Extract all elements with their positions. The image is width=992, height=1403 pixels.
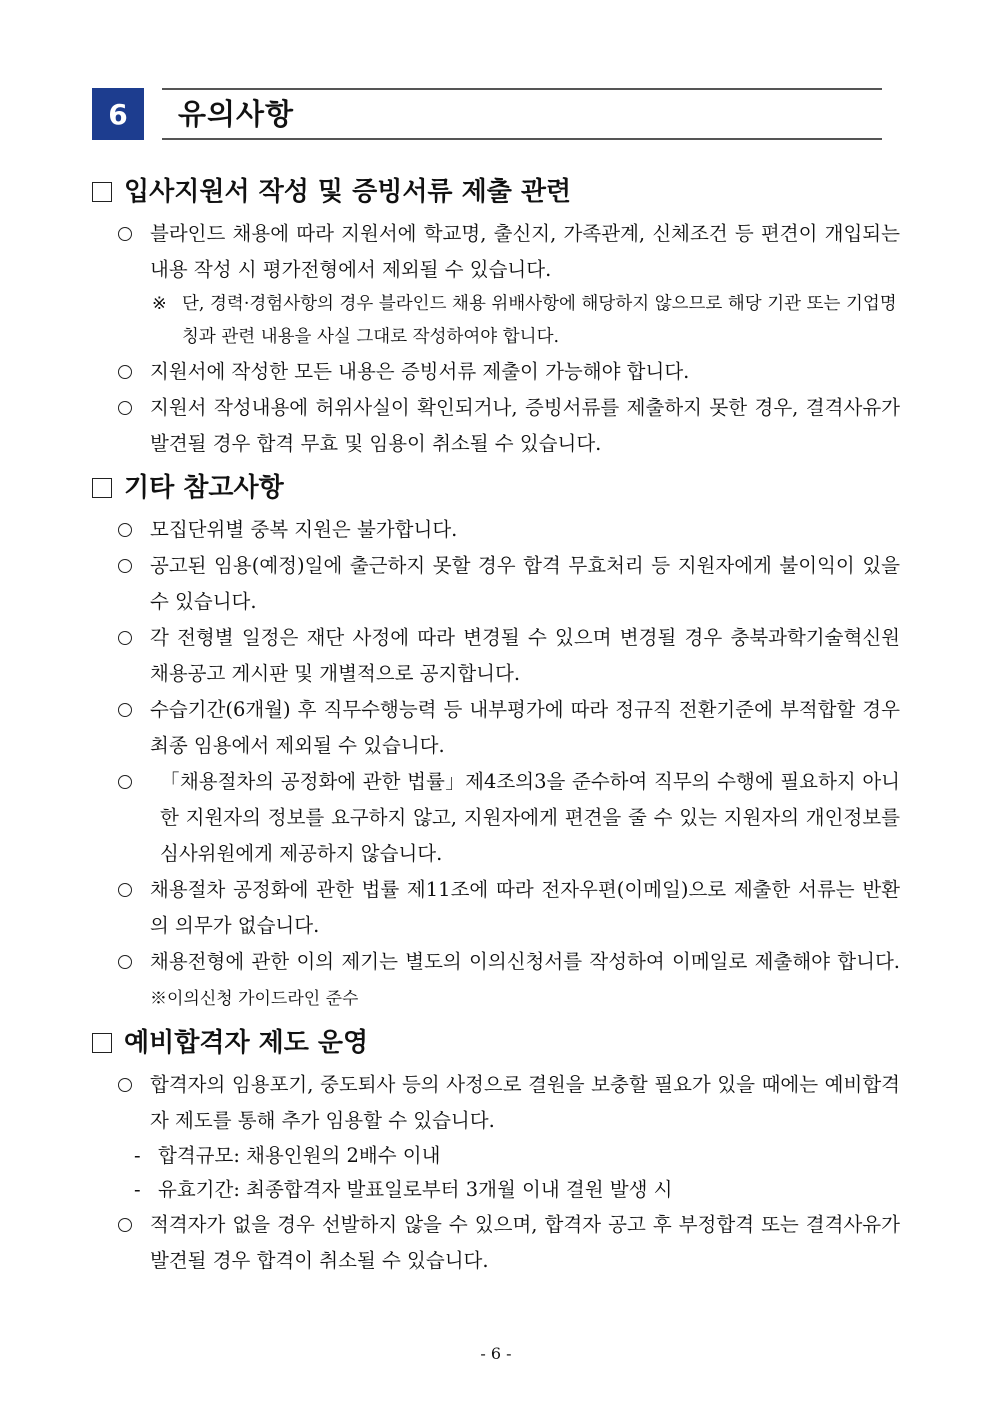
section-reserve-candidates <box>92 1023 900 1279</box>
sub-item-text: 유효기간: 최종합격자 발표일로부터 3개월 이내 결원 발생 시 <box>158 1178 673 1201</box>
section-header <box>92 88 882 140</box>
circle-bullet-icon <box>118 365 132 379</box>
list-item <box>92 620 900 692</box>
circle-bullet-icon <box>118 1078 132 1092</box>
circle-bullet-icon <box>118 775 132 789</box>
section-application-documents <box>92 172 900 462</box>
sub-item <box>92 1139 900 1173</box>
page-title: 유의사항 <box>178 97 295 131</box>
section-heading-text: 예비합격자 제도 운영 <box>124 1028 369 1058</box>
square-bullet-icon <box>92 182 112 202</box>
section-other-notes <box>92 468 900 1017</box>
header-rule-top <box>162 88 882 90</box>
list-item <box>92 548 900 620</box>
circle-bullet-icon <box>118 883 132 897</box>
circle-bullet-icon <box>118 227 132 241</box>
list-item <box>92 354 900 390</box>
section-heading-text: 기타 참고사항 <box>124 473 284 503</box>
note-text: 단, 경력·경험사항의 경우 블라인드 채용 위배사항에 해당하지 않으므로 해당 기관 또는 기업명칭과 관련 내용을 사실 그대로 작성하여야 합니다. <box>182 294 897 347</box>
page-number: - 6 - <box>480 1344 512 1363</box>
circle-bullet-icon <box>118 559 132 573</box>
sub-item-text: 합격규모: 채용인원의 2배수 이내 <box>158 1144 441 1167</box>
section-heading <box>92 468 900 508</box>
square-bullet-icon <box>92 478 112 498</box>
dash-bullet: - <box>134 1178 141 1201</box>
list-item <box>92 390 900 462</box>
circle-bullet-icon <box>118 401 132 415</box>
list-item-text: 각 전형별 일정은 재단 사정에 따라 변경될 수 있으며 변경될 경우 충북과학기술혁신원 채용공고 게시판 및 개별적으로 공지합니다. <box>150 626 900 685</box>
section-heading <box>92 172 900 212</box>
sub-item <box>92 1173 900 1207</box>
list-item <box>92 1207 900 1279</box>
section-number-badge: 6 <box>92 88 144 140</box>
list-item-text: 합격자의 임용포기, 중도퇴사 등의 사정으로 결원을 보충할 필요가 있을 때에는 예비합격자 제도를 통해 추가 임용할 수 있습니다. <box>150 1073 900 1132</box>
list-item <box>92 764 900 872</box>
list-item <box>92 692 900 764</box>
section-heading <box>92 1023 900 1063</box>
list-item <box>92 216 900 288</box>
list-item-text: 「채용절차의 공정화에 관한 법률」제4조의3을 준수하여 직무의 수행에 필요하지 아니한 지원자의 정보를 요구하지 않고, 지원자에게 편견을 줄 수 있는 지원자의 개인정보를 심사위원에게 제공하지 않습니다. <box>160 770 900 865</box>
circle-bullet-icon <box>118 523 132 537</box>
list-item <box>92 512 900 548</box>
document-body <box>92 172 900 1285</box>
circle-bullet-icon <box>118 955 132 969</box>
circle-bullet-icon <box>118 631 132 645</box>
list-item-text: 적격자가 없을 경우 선발하지 않을 수 있으며, 합격자 공고 후 부정합격 또는 결격사유가 발견될 경우 합격이 취소될 수 있습니다. <box>150 1213 900 1272</box>
list-item-text: 지원서 작성내용에 허위사실이 확인되거나, 증빙서류를 제출하지 못한 경우, 결격사유가 발견될 경우 합격 무효 및 임용이 취소될 수 있습니다. <box>150 396 900 455</box>
list-item-text: 모집단위별 중복 지원은 불가합니다. <box>150 518 458 541</box>
circle-bullet-icon <box>118 703 132 717</box>
list-item <box>92 944 900 1017</box>
square-bullet-icon <box>92 1033 112 1053</box>
list-item-text: 블라인드 채용에 따라 지원서에 학교명, 출신지, 가족관계, 신체조건 등 편견이 개입되는 내용 작성 시 평가전형에서 제외될 수 있습니다. <box>150 222 900 281</box>
list-item-text: 공고된 임용(예정)일에 출근하지 못할 경우 합격 무효처리 등 지원자에게 불이익이 있을 수 있습니다. <box>150 554 900 613</box>
header-rule-bottom <box>162 138 882 140</box>
section-heading-text: 입사지원서 작성 및 증빙서류 제출 관련 <box>124 177 572 207</box>
list-item-text: 지원서에 작성한 모든 내용은 증빙서류 제출이 가능해야 합니다. <box>150 360 690 383</box>
list-item-text: 채용절차 공정화에 관한 법률 제11조에 따라 전자우편(이메일)으로 제출한 서류는 반환의 의무가 없습니다. <box>150 878 900 937</box>
list-item <box>92 1067 900 1139</box>
reference-mark: ※ <box>152 294 167 314</box>
list-item-text: 채용전형에 관한 이의 제기는 별도의 이의신청서를 작성하여 이메일로 제출해야 합니다. <box>150 950 900 973</box>
guideline-note: ※이의신청 가이드라인 준수 <box>150 989 359 1009</box>
list-item <box>92 872 900 944</box>
note-item <box>92 288 900 354</box>
list-item-text: 수습기간(6개월) 후 직무수행능력 등 내부평가에 따라 정규직 전환기준에 부적합할 경우 최종 임용에서 제외될 수 있습니다. <box>150 698 900 757</box>
circle-bullet-icon <box>118 1218 132 1232</box>
dash-bullet: - <box>134 1144 141 1167</box>
